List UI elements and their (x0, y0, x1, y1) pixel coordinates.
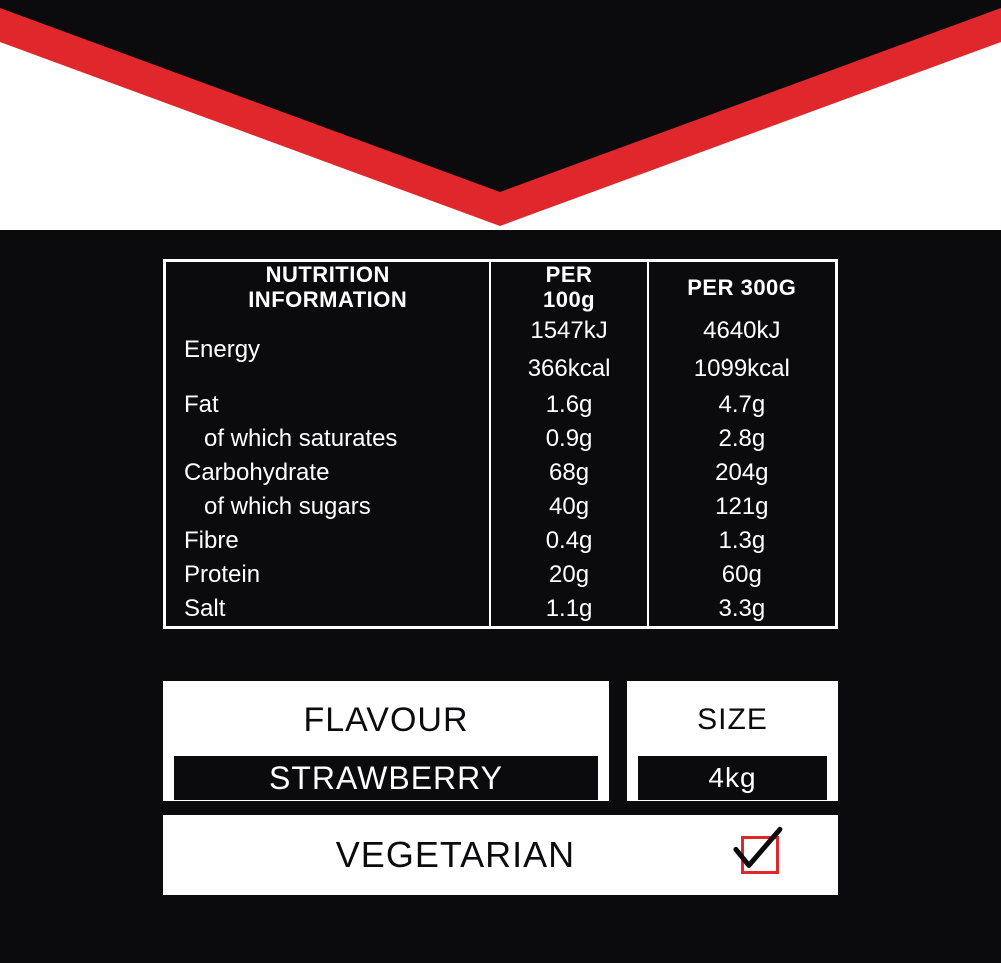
row-label: Fibre (184, 527, 239, 554)
row-value-per-300g: 2.8g (648, 422, 835, 456)
nutrition-table (166, 262, 835, 626)
row-value-per-300g-kcal: 1099kcal (693, 355, 790, 382)
row-label: Energy (184, 336, 261, 363)
row-value-per-100g: 40g (490, 490, 647, 524)
row-value-per-100g: 0.4g (490, 524, 647, 558)
vegetarian-label: VEGETARIAN (335, 834, 576, 875)
row-label: Protein (184, 561, 261, 588)
flavour-panel (163, 681, 609, 801)
page-title-line2: INFO (418, 51, 583, 119)
row-value-per-100g (490, 312, 647, 388)
row-value-per-300g: 121g (648, 490, 835, 524)
row-value-per-300g: 60g (648, 558, 835, 592)
check-icon (732, 827, 784, 873)
row-value-per-100g: 20g (490, 558, 647, 592)
row-value-per-300g: 1.3g (648, 524, 835, 558)
row-value-per-100g: 1.6g (490, 388, 647, 422)
row-label: of which sugars (204, 493, 371, 520)
header-nutrition-information (166, 262, 490, 312)
header-banner (0, 0, 1001, 230)
table-header-row (166, 262, 835, 312)
flavour-value: STRAWBERRY (174, 756, 598, 800)
page-title (0, 0, 1001, 119)
size-value: 4kg (638, 756, 827, 800)
row-value-per-300g: 3.3g (648, 592, 835, 626)
header-per-300g-label: PER 300G (687, 274, 797, 300)
row-value-per-100g: 68g (490, 456, 647, 490)
table-row (166, 524, 835, 558)
row-value-per-300g-kj: 4640kJ (703, 317, 781, 344)
row-value-per-300g: 204g (648, 456, 835, 490)
row-value-per-100g-kj: 1547kJ (530, 317, 608, 344)
nutrition-table-container (163, 259, 838, 629)
table-row (166, 490, 835, 524)
header-per-100g-line1: PER (545, 262, 593, 287)
table-row (166, 388, 835, 422)
header-per-100g (490, 262, 647, 312)
row-label: of which saturates (204, 425, 398, 452)
size-label: SIZE (697, 703, 768, 736)
size-panel (627, 681, 838, 801)
table-row (166, 592, 835, 626)
row-value-per-100g: 0.9g (490, 422, 647, 456)
vegetarian-checkbox (685, 836, 835, 874)
vegetarian-panel (163, 815, 838, 895)
header-nutrition-information-line2: INFORMATION (248, 287, 408, 312)
row-label: Carbohydrate (184, 459, 330, 486)
header-per-300g (648, 262, 835, 312)
page-title-line1: NUTRITIONAL (273, 0, 728, 57)
table-row (166, 422, 835, 456)
table-row (166, 312, 835, 388)
row-value-per-300g: 4.7g (648, 388, 835, 422)
row-value-per-100g: 1.1g (490, 592, 647, 626)
row-label: Salt (184, 595, 226, 622)
flavour-label: FLAVOUR (303, 701, 469, 739)
table-row (166, 558, 835, 592)
header-per-100g-line2: 100g (542, 287, 596, 312)
row-label: Fat (184, 391, 219, 418)
table-row (166, 456, 835, 490)
header-nutrition-information-line1: NUTRITION (265, 262, 390, 287)
row-value-per-100g-kcal: 366kcal (527, 355, 611, 382)
row-value-per-300g (648, 312, 835, 388)
